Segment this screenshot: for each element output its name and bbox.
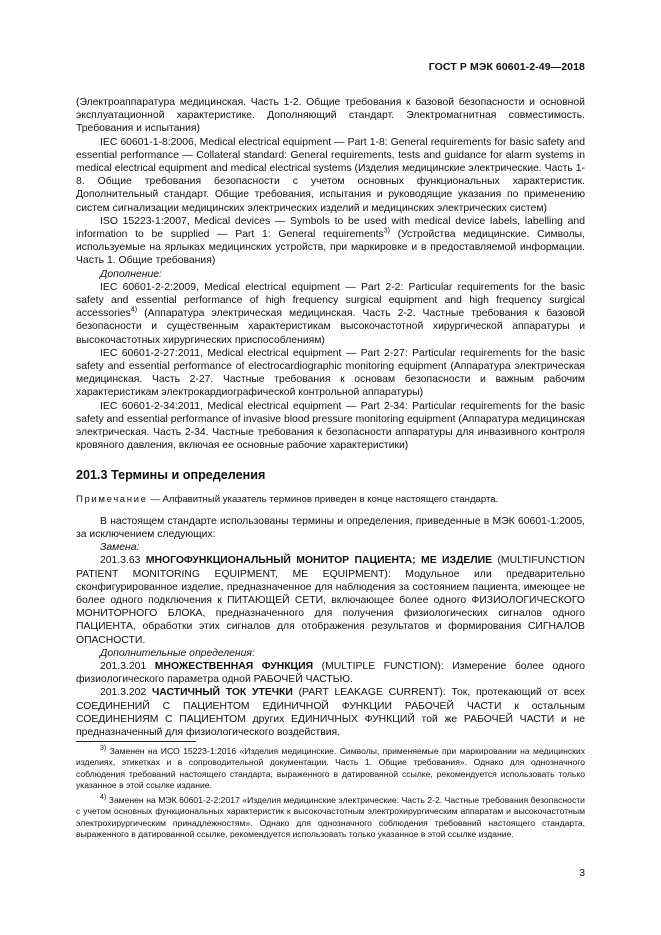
- term-number: 201.3.201: [100, 660, 155, 672]
- replacement-label: Замена:: [100, 542, 140, 554]
- footnotes: [76, 741, 585, 844]
- term-number: 201.3.63: [100, 555, 146, 567]
- paragraph-iec-60601-2-34: IEC 60601-2-34:2011, Medical electrical equipment — Part 2-34: Particular requirements for the basic safety and essential performance of invasive blood pressure monitoring equipment (Аппаратура медицинская электрическая. Часть 2-34. Частные требования к безопасности аппаратуры для инвазивного контроля кровяного давления, включая ее основные рабочие характеристики): [76, 400, 585, 452]
- footnote-mark-3: 3): [100, 745, 107, 753]
- term-name: МНОГОФУНКЦИОНАЛЬНЫЙ МОНИТОР ПАЦИЕНТА; ME ИЗДЕЛИЕ: [145, 555, 493, 567]
- paragraph-iec-60601-2-2: [76, 281, 585, 347]
- paragraph-text: (Аппаратура электрическая медицинская. Часть 2-2. Частные требования к базовой безопасности и существенным характеристикам высокочастотной хирургической аппаратуры и высокочастотных хирургических приспособлениям): [76, 308, 585, 346]
- note-label: Примечание: [76, 494, 148, 506]
- terms-intro: В настоящем стандарте использованы термины и определения, приведенные в МЭК 60601-1:2005, за исключением следующих:: [76, 515, 585, 540]
- footnote-ref-3[interactable]: 3): [383, 227, 390, 235]
- page-number: 3: [579, 868, 585, 879]
- note-text: — Алфавитный указатель терминов приведен в конце настоящего стандарта.: [147, 494, 499, 506]
- addition-label: Дополнение:: [100, 268, 162, 280]
- footnote-divider: [76, 741, 196, 742]
- footnote-text: Заменен на МЭК 60601-2-2:2017 «Изделия медицинские электрические. Часть 2-2. Частные требования безопасности с учетом основных функциональных характеристик к высокочастотным электрохирургическим аппаратам и высокочастотным электрохирургическим принадлежностям». Однако для однозначного соблюдения требований настоящего стандарта, выраженного в датированной ссылке, рекомендуется использовать только указанное в этой ссылке издание.: [76, 795, 585, 840]
- footnote-mark-4: 4): [100, 794, 107, 802]
- standard-header: ГОСТ Р МЭК 60601-2-49—2018: [428, 61, 585, 73]
- footnote-4: [76, 795, 585, 840]
- additional-definitions-label: Дополнительные определения:: [100, 647, 255, 659]
- paragraph-text: IEC 60601-2-2:2009, Medical electrical equipment — Part 2-2: Particular requirements for the basic safety and essential performance of high frequency surgical equipment and high frequency surgical accessories: [76, 281, 585, 320]
- term-201-3-202: [76, 686, 585, 739]
- footnote-ref-4[interactable]: 4): [130, 306, 138, 314]
- note: [76, 493, 585, 506]
- term-number: 201.3.202: [100, 687, 152, 699]
- paragraph-iec-60601-1-8: IEC 60601-1-8:2006, Medical electrical equipment — Part 1-8: General requirements for basic safety and essential performance — Collateral standard: General requirements, tests and guidance for alarm systems in medical electrical equipment and medical electrical systems (Изделия медицинские электрические. Часть 1-8. Общие требования безопасности с учетом основных функциональных характеристик. Дополнительный стандарт. Общие требования, испытания и руководящие указания по применению систем сигнализации медицинских электрических изделий и медицинских электрических систем): [76, 136, 585, 214]
- term-name: ЧАСТИЧНЫЙ ТОК УТЕЧКИ: [151, 687, 293, 699]
- paragraph-iec-60601-2-27: IEC 60601-2-27:2011, Medical electrical equipment — Part 2-27: Particular requirements for the basic safety and essential performance of electrocardiographic monitoring equipment (Аппаратура электрическая медицинская. Часть 2-27. Частные требования к основам безопасности и важным рабочим характеристикам электрокардиографической контрольной аппаратуры): [76, 347, 585, 399]
- term-name: МНОЖЕСТВЕННАЯ ФУНКЦИЯ: [154, 660, 314, 672]
- paragraph-text: ISO 15223-1:2007, Medical devices — Symbols to be used with medical device labels, labelling and information to be supplied — Part 1: General requirements: [76, 215, 585, 241]
- document-body: [76, 96, 585, 739]
- term-201-3-201: [76, 660, 585, 686]
- term-201-3-63: [76, 554, 585, 646]
- footnote-text: Заменен на ИСО 15223-1:2016 «Изделия медицинские. Символы, применяемые при маркировании на медицинских изделиях, этикетках и в сопроводительной документации. Часть 1. Общие требования». Однако для однозначного соблюдения требований настоящего стандарта, выраженного в датированной ссылке, рекомендуется использовать только указанное в этой ссылке издание.: [76, 746, 585, 790]
- footnote-3: [76, 746, 585, 791]
- paragraph-iso-15223-1: [76, 215, 585, 268]
- term-definition: (MULTIFUNCTION PATIENT MONITORING EQUIPMENT, ME EQUIPMENT): Модульное или предварительно сконфигурированное изделие, предназначенное для наблюдения за состоянием пациента, имеющее не более одного подключения к ПИТАЮЩЕЙ СЕТИ, включающее более одного ФИЗИОЛОГИЧЕСКОГО МОНИТОРНОГО БЛОКА, предназначенного для получения физиологических сигналов одного ПАЦИЕНТА, обработки этих сигналов для отображения результатов и формирования СИГНАЛОВ ОПАСНОСТИ.: [76, 555, 585, 646]
- term-definition: (PART LEAKAGE CURRENT): Ток, протекающий от всех СОЕДИНЕНИЙ С ПАЦИЕНТОМ ЕДИНИЧНОЙ ФУНКЦИИ РАБОЧЕЙ ЧАСТИ к остальным СОЕДИНЕНИЯМ С ПАЦИЕНТОМ других ЕДИНИЧНЫХ ФУНКЦИЙ той же РАБОЧЕЙ ЧАСТИ и не предназначенный для физиологического воздействия.: [76, 687, 585, 738]
- section-title: 201.3 Термины и определения: [76, 468, 266, 483]
- paragraph-1: (Электроаппаратура медицинская. Часть 1-2. Общие требования к базовой безопасности и основной эксплуатационной характеристике. Дополняющий стандарт. Электромагнитная совместимость. Требования и испытания): [76, 97, 585, 135]
- paragraph-text: (Устройства медицинские. Символы, используемые на ярлыках медицинских устройств, при маркировке и в предоставляемой информации. Часть 1. Общие требования): [76, 229, 585, 267]
- term-definition: (MULTIPLE FUNCTION): Измерение более одного физиологического параметра одной РАБОЧЕЙ ЧАСТЬЮ.: [76, 660, 585, 686]
